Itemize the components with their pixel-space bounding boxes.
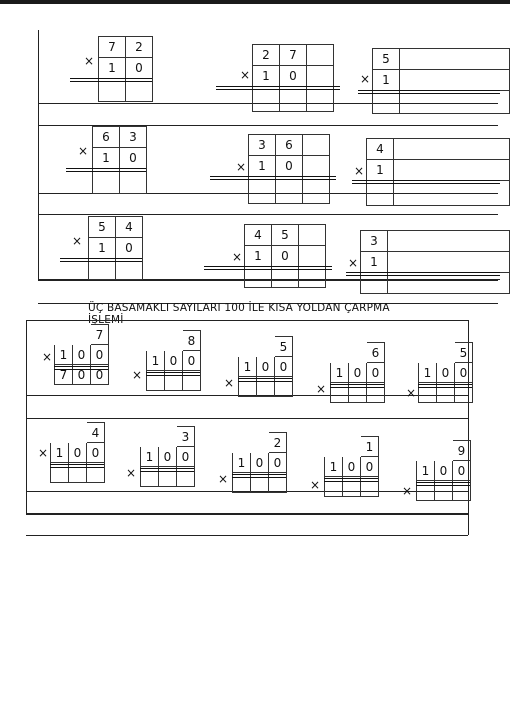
- result-line: [346, 272, 500, 276]
- digit-cell: 3: [120, 127, 147, 148]
- problem-7x100: [38, 324, 109, 385]
- multiply-sign: ×: [316, 382, 327, 396]
- problem-72x10: [70, 36, 153, 102]
- digit-cell: 4: [245, 225, 272, 246]
- digit-cell: [303, 135, 330, 156]
- digit-cell: [387, 252, 509, 273]
- result-line: [358, 90, 500, 94]
- multiply-sign: ×: [78, 144, 89, 158]
- multiply-sign: ×: [240, 68, 251, 82]
- digit-cell: 0: [361, 457, 379, 477]
- digit-cell: 0: [87, 443, 105, 463]
- answer-cell[interactable]: [120, 169, 147, 194]
- result-line: [140, 468, 194, 472]
- digit-cell: 0: [455, 363, 473, 383]
- digit-cell: 0: [126, 58, 153, 79]
- result-line: [204, 266, 332, 270]
- digit-cell: 1: [419, 363, 437, 383]
- multiply-sign: ×: [224, 376, 235, 390]
- answer-cell[interactable]: [253, 87, 280, 112]
- problem-4x100: [34, 422, 105, 483]
- multiply-sign: ×: [236, 160, 247, 174]
- multiply-sign: ×: [132, 368, 143, 382]
- problem-2x100: [218, 432, 287, 493]
- problem-3x1: [346, 230, 510, 294]
- digit-cell: 0: [367, 363, 385, 383]
- digit-cell: 1: [367, 160, 394, 181]
- problem-27x10: [238, 44, 334, 112]
- problem-4x1: [352, 138, 510, 206]
- result-line: [324, 478, 378, 482]
- answer-cell[interactable]: [280, 87, 307, 112]
- result-line: [418, 384, 472, 388]
- result-line: [54, 366, 108, 370]
- problem-36x10: [234, 134, 330, 204]
- digit-cell: 1: [141, 447, 159, 467]
- digit-cell: 5: [89, 217, 116, 238]
- digit-cell: [299, 246, 326, 267]
- multiply-sign: ×: [406, 386, 417, 400]
- digit-cell: [387, 231, 509, 252]
- row-divider: [26, 418, 468, 419]
- digit-cell: 2: [253, 45, 280, 66]
- digit-cell: 4: [367, 139, 394, 160]
- multiply-sign: ×: [354, 164, 365, 178]
- digit-cell: 0: [69, 443, 87, 463]
- digit-cell: [307, 45, 334, 66]
- digit-cell: 0: [183, 351, 201, 371]
- digit-cell: 1: [147, 351, 165, 371]
- problem-45x10: [230, 224, 326, 288]
- digit-cell: 5: [275, 337, 293, 357]
- row-divider: [38, 214, 498, 215]
- multiply-sign: ×: [310, 478, 321, 492]
- digit-cell: 1: [89, 238, 116, 259]
- digit-cell: 1: [51, 443, 69, 463]
- digit-cell: 0: [276, 156, 303, 177]
- multiply-sign: ×: [38, 446, 49, 460]
- problem-8x100: [132, 330, 201, 391]
- digit-cell: [393, 160, 509, 181]
- digit-cell: 0: [343, 457, 361, 477]
- digit-cell: 0: [280, 66, 307, 87]
- problem-9x100: [402, 440, 471, 501]
- problem-1x100: [310, 436, 379, 497]
- digit-cell: 0: [177, 447, 195, 467]
- answer-cell[interactable]: [303, 177, 330, 204]
- problem-63x10: [66, 126, 147, 194]
- multiply-sign: ×: [42, 350, 53, 364]
- digit-cell: 3: [361, 231, 388, 252]
- digit-cell: 1: [233, 453, 251, 473]
- digit-cell: 1: [361, 252, 388, 273]
- digit-cell: 0: [159, 447, 177, 467]
- digit-cell: 0: [269, 453, 287, 473]
- answer-cell[interactable]: [276, 177, 303, 204]
- digit-cell: 1: [239, 357, 257, 377]
- row-divider: [26, 514, 468, 515]
- multiply-sign: ×: [84, 54, 95, 68]
- digit-cell: 9: [453, 441, 471, 461]
- digit-cell: [303, 156, 330, 177]
- digit-cell: 3: [177, 427, 195, 447]
- multiply-sign: ×: [360, 72, 371, 86]
- digit-cell: 1: [249, 156, 276, 177]
- digit-cell: 1: [93, 148, 120, 169]
- answer-cell[interactable]: [367, 181, 394, 206]
- digit-cell: 1: [417, 461, 435, 481]
- answer-cell[interactable]: [307, 87, 334, 112]
- digit-cell: 0: [349, 363, 367, 383]
- digit-cell: 8: [183, 331, 201, 351]
- problem-5x100-b: [406, 342, 473, 403]
- digit-cell: 0: [165, 351, 183, 371]
- answer-cell[interactable]: 0: [73, 365, 91, 385]
- digit-cell: 0: [116, 238, 143, 259]
- result-line: [416, 482, 470, 486]
- result-line: [210, 176, 336, 180]
- digit-cell: 5: [373, 49, 400, 70]
- digit-cell: 7: [91, 325, 109, 345]
- multiply-sign: ×: [126, 466, 137, 480]
- problem-5x1: [358, 48, 510, 114]
- multiply-sign: ×: [402, 484, 413, 498]
- digit-cell: 1: [253, 66, 280, 87]
- answer-cell[interactable]: 0: [91, 365, 109, 385]
- title-line: İŞLEMİ: [88, 314, 124, 326]
- digit-cell: 0: [91, 345, 109, 365]
- result-line: [50, 464, 104, 468]
- digit-cell: 1: [361, 437, 379, 457]
- digit-cell: 2: [126, 37, 153, 58]
- digit-cell: 4: [87, 423, 105, 443]
- multiply-sign: ×: [348, 256, 359, 270]
- result-line: [232, 474, 286, 478]
- problem-3x100: [126, 426, 195, 487]
- result-line: [60, 258, 142, 262]
- answer-cell[interactable]: 7: [55, 365, 73, 385]
- result-line: [66, 168, 146, 172]
- digit-cell: 0: [120, 148, 147, 169]
- digit-cell: 1: [99, 58, 126, 79]
- digit-cell: 1: [373, 70, 400, 91]
- digit-cell: 0: [73, 345, 91, 365]
- result-line: [216, 86, 340, 90]
- problem-5x100-a: [224, 336, 293, 397]
- multiply-sign: ×: [232, 250, 243, 264]
- digit-cell: 6: [276, 135, 303, 156]
- digit-cell: 1: [55, 345, 73, 365]
- digit-cell: 0: [453, 461, 471, 481]
- digit-cell: 0: [435, 461, 453, 481]
- digit-cell: 7: [280, 45, 307, 66]
- multiply-sign: ×: [218, 472, 229, 486]
- digit-cell: 4: [116, 217, 143, 238]
- multiply-sign: ×: [72, 234, 83, 248]
- digit-cell: [399, 49, 509, 70]
- result-line: [146, 372, 200, 376]
- digit-cell: [399, 70, 509, 91]
- digit-cell: 1: [325, 457, 343, 477]
- answer-cell[interactable]: [393, 181, 509, 206]
- problem-6x100: [316, 342, 385, 403]
- digit-cell: [393, 139, 509, 160]
- digit-cell: 1: [331, 363, 349, 383]
- problem-54x10: [62, 216, 143, 280]
- digit-cell: [299, 225, 326, 246]
- answer-cell[interactable]: [93, 169, 120, 194]
- title-line: ÜÇ BASAMAKLI SAYILARI 100 İLE KISA YOLDAN ÇARPMA: [88, 302, 390, 314]
- digit-cell: 0: [257, 357, 275, 377]
- digit-cell: 0: [272, 246, 299, 267]
- digit-cell: [307, 66, 334, 87]
- result-line: [330, 384, 384, 388]
- result-line: [352, 180, 500, 184]
- answer-cell[interactable]: [249, 177, 276, 204]
- digit-cell: 2: [269, 433, 287, 453]
- row-divider: [26, 535, 468, 536]
- digit-cell: 7: [99, 37, 126, 58]
- result-line: [70, 78, 152, 82]
- digit-cell: 1: [245, 246, 272, 267]
- digit-cell: 6: [367, 343, 385, 363]
- digit-cell: 6: [93, 127, 120, 148]
- result-line: [238, 378, 292, 382]
- digit-cell: 0: [275, 357, 293, 377]
- scan-top-edge: [0, 0, 510, 4]
- digit-cell: 3: [249, 135, 276, 156]
- digit-cell: 5: [272, 225, 299, 246]
- digit-cell: 0: [437, 363, 455, 383]
- digit-cell: 5: [455, 343, 473, 363]
- digit-cell: 0: [251, 453, 269, 473]
